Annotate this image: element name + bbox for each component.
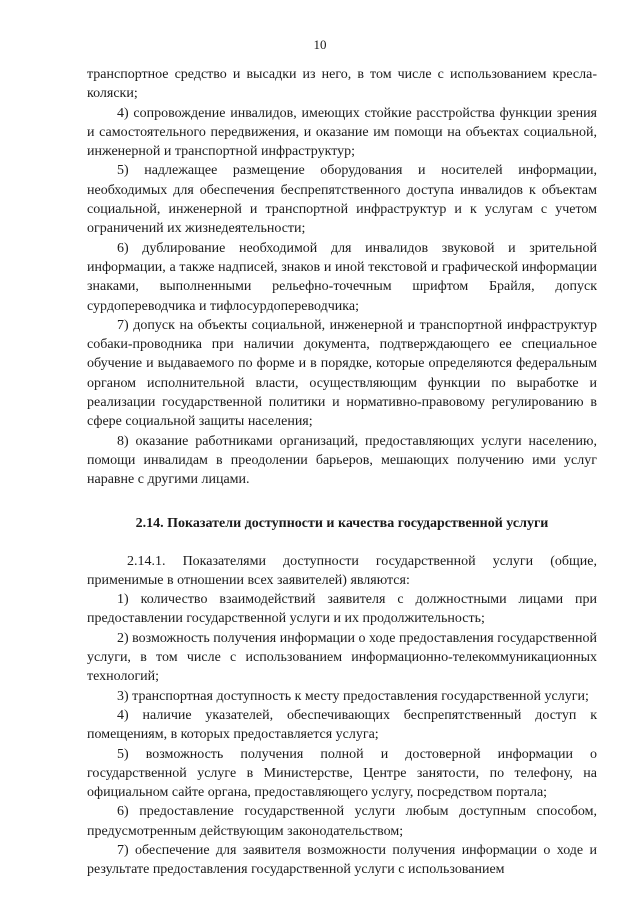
indicator-item-1: 1) количество взаимодействий заявителя с должностными лицами при предоставлении государственной услуги и их продолжительность;: [87, 592, 597, 627]
indicator-item-6: 6) предоставление государственной услуги любым доступным способом, предусмотренным действующим законодательством;: [87, 804, 597, 839]
section-heading: 2.14. Показатели доступности и качества государственной услуги: [135, 515, 549, 531]
page-number: 10: [313, 37, 327, 52]
indicator-item-3: 3) транспортная доступность к месту предоставления государственной услуги;: [117, 688, 589, 704]
document-body: [87, 65, 597, 880]
subsection-intro: 2.14.1. Показателями доступности государственной услуги (общие, применимые в отношении всех заявителей) являются:: [87, 553, 597, 588]
indicator-item-4: 4) наличие указателей, обеспечивающих беспрепятственный доступ к помещениям, в которых предоставляется услуга;: [87, 707, 597, 743]
list-item-6: 6) дублирование необходимой для инвалидов звуковой и зрительной информации, а также надписей, знаков и иной текстовой и графической информации знаками, выполненными рельефно-точечным шрифтом Брайля, допуск сурдопереводчика и тифлосурдопереводчика;: [87, 240, 597, 314]
indicator-item-5: 5) возможность получения полной и достоверной информации о государственной услуге в Министерстве, Центре занятости, по телефону, на официальном сайте органа, предоставляющего услугу, посредством портала;: [87, 746, 597, 801]
indicator-item-7: 7) обеспечение для заявителя возможности получения информации о ходе и результате предоставления государственной услуги с использованием: [87, 842, 597, 878]
list-item-5: 5) надлежащее размещение оборудования и носителей информации, необходимых для обеспечения беспрепятственного доступа инвалидов к объектам социальной, инженерной и транспортной инфраструктур и к услугам с учетом ограничений их жизнедеятельности;: [87, 163, 597, 237]
list-item-4: 4) сопровождение инвалидов, имеющих стойкие расстройства функции зрения и самостоятельного передвижения, и оказание им помощи на объектах социальной, инженерной и транспортной инфраструктур;: [87, 105, 597, 160]
list-item-7: 7) допуск на объекты социальной, инженерной и транспортной инфраструктур собаки-проводника при наличии документа, подтверждающего ее специальное обучение и выдаваемого по форме и в порядке, которые определяются федеральным органом исполнительной власти, осуществляющим функции по выработке и реализации государственной политики и нормативно-правовому регулированию в сфере социальной защиты населения;: [87, 317, 597, 430]
indicator-item-2: 2) возможность получения информации о ходе предоставления государственной услуги, в том числе с использованием информационно-телекоммуникационных технологий;: [87, 630, 597, 685]
list-item-8: 8) оказание работниками организаций, предоставляющих услуги населению, помощи инвалидам в преодолении барьеров, мешающих получению ими услуг наравне с другими лицами.: [87, 433, 597, 488]
paragraph-continuation: транспортное средство и высадки из него, в том числе с использованием кресла-коляски;: [87, 67, 597, 102]
